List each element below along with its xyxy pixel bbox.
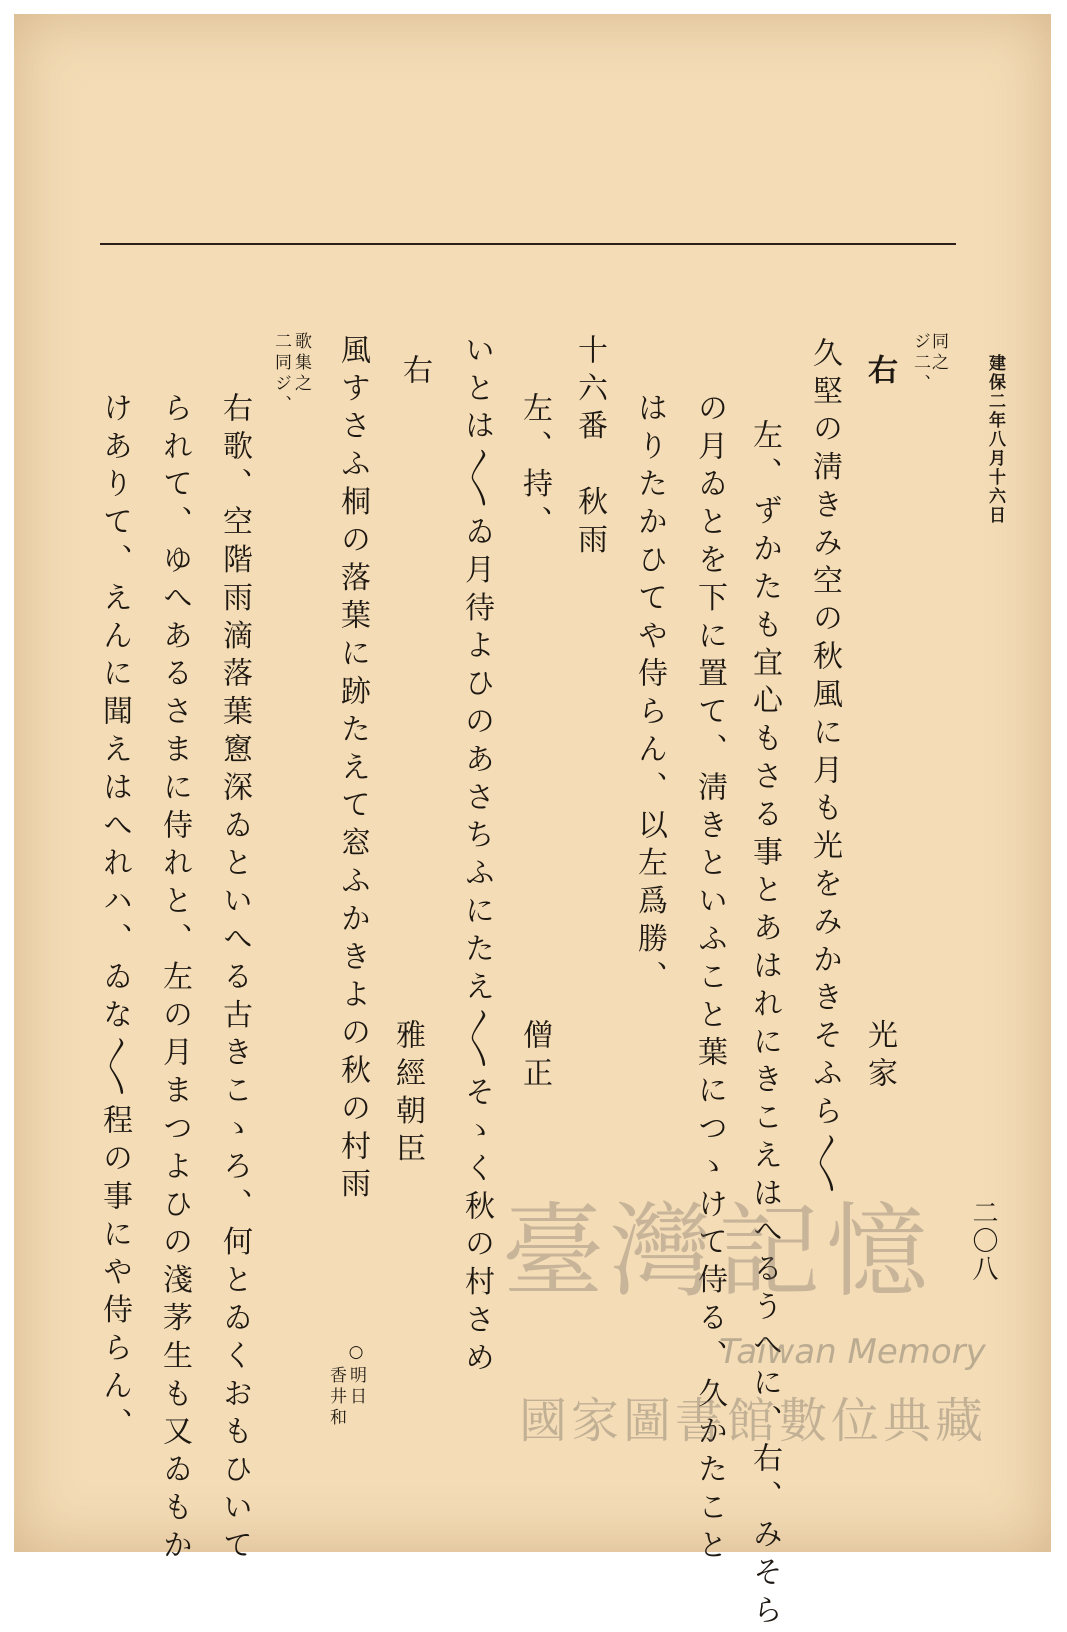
document-page <box>14 14 1051 1632</box>
note-kashu-a: 歌集之 <box>291 332 311 395</box>
col-right-label: 右 <box>862 354 897 392</box>
col-right-label-2: 右 <box>397 354 432 392</box>
col-round-heading: 十六番 秋雨 <box>572 334 607 562</box>
col-author-masatsune: 雅經朝臣 <box>390 1019 425 1171</box>
header-rule <box>100 243 956 245</box>
col-judgment-2: の月ゐとを下に置て、淸きといふこと葉につゝけて侍る、久かたこと <box>692 392 727 1567</box>
col-author-mitsuie: 光家 <box>862 1019 897 1095</box>
col-left-tie: 左、持、 <box>517 392 552 544</box>
col-poem-3: 風すさふ桐の落葉に跡たえて窓ふかきよの秋の村雨 <box>335 334 370 1206</box>
col-judgment-4: 右歌、空階雨滴落葉窻深ゐといへる古きこゝろ、何とゐくおもひいて <box>217 392 252 1567</box>
note-onaji-1b: ジ二、 <box>910 332 930 395</box>
page-number: 二〇八 <box>968 1199 998 1283</box>
watermark-library: 國家圖書館數位典藏 <box>519 1393 988 1449</box>
col-judgment-6: けありて、えんに聞えはへれハ、ゐな〳〵程の事にや侍らん、 <box>97 392 132 1446</box>
col-judgment-5: られて、ゆへあるさまに侍れと、左の月まつよひの淺茅生も又ゐもか <box>157 392 192 1567</box>
note-meigetsu-b: 香井和 <box>326 1366 346 1429</box>
note-kashu-b: 二同ジ、 <box>271 332 291 416</box>
col-poem-2: いとは〳〵ゐ月待よひのあさちふにたえ〳〵そゝく秋の村さめ <box>459 334 494 1380</box>
col-author-sojo: 僧正 <box>517 1019 552 1095</box>
note-meigetsu-a: ○明日 <box>346 1342 366 1408</box>
watermark-chinese: 臺灣記憶 <box>502 1193 934 1312</box>
note-onaji-1a: 同之 <box>928 332 948 374</box>
watermark-english: Taiwan Memory <box>719 1332 986 1372</box>
date-header: 建保二年八月十六日 <box>985 354 1005 525</box>
col-judgment-1: 左、ずかたも宜心もさる事とあはれにきこえはへるうへに、右、みそら <box>747 419 782 1632</box>
col-poem-1: 久堅の淸きみ空の秋風に月も光をみかきそふら〳〵 <box>807 337 842 1201</box>
col-judgment-3: はりたかひてや侍らん、以左爲勝、 <box>632 392 667 999</box>
